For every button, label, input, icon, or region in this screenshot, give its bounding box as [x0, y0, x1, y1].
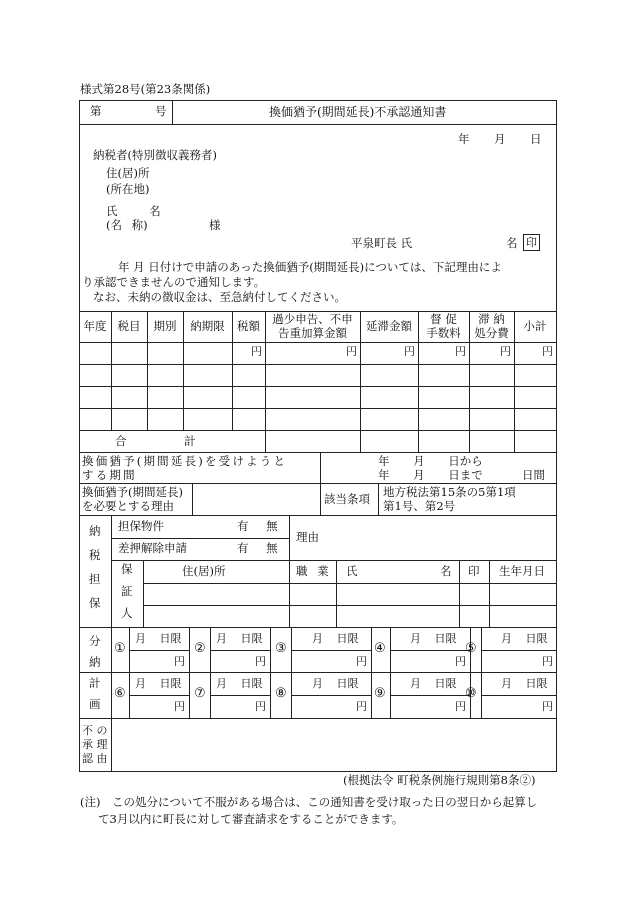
- period-to: 年 月 日まで: [378, 468, 483, 482]
- body-line-2: り承認できませんので通知します。: [82, 275, 266, 289]
- address-alt-label: (所在地): [106, 182, 150, 196]
- name-alt-label: (名 称): [106, 218, 148, 232]
- issuer-name-char: 名: [506, 236, 518, 250]
- taxpayer-label: 納税者(特別徴収義務者): [93, 148, 217, 162]
- body-line-3: なお、未納の徴収金は、至急納付してください。: [93, 290, 346, 304]
- seizure-release-request: 差押解除申請: [118, 541, 187, 555]
- number-suffix: 号: [155, 104, 167, 118]
- reason-label-2: を必要とする理由: [82, 499, 174, 513]
- note-line-1: この処分について不服がある場合は、この通知書を受け取った日の翌日から起算し: [112, 795, 538, 809]
- note-prefix: (注): [80, 795, 101, 809]
- seal-box: 印: [523, 234, 540, 251]
- document-title: 換価猶予(期間延長)不承認通知書: [269, 105, 447, 119]
- clause-label: 該当条項: [324, 492, 370, 506]
- issuer-title: 平泉町長 氏: [351, 236, 413, 250]
- collateral-yes-no-1: 有 無: [237, 519, 278, 533]
- period-days: 日間: [522, 468, 545, 482]
- collateral-yes-no-2: 有 無: [237, 541, 278, 555]
- period-label-1: 換価猶予(期間延長)を受けようと: [82, 454, 288, 468]
- collateral-reason-label: 理由: [296, 530, 319, 544]
- address-label: 住(居)所: [106, 166, 150, 180]
- honorific: 様: [209, 218, 221, 232]
- clause-line-2: 第1号、第2号: [383, 499, 456, 513]
- note-line-2: て3月以内に町長に対して審査請求をすることができます。: [98, 812, 404, 826]
- body-line-1: 年 月 日付けで申請のあった換価猶予(期間延長)については、下記理由によ: [118, 260, 502, 274]
- number-prefix: 第: [90, 104, 102, 118]
- collateral-item: 担保物件: [118, 519, 164, 533]
- form-number: 様式第28号(第23条関係): [80, 82, 211, 96]
- reason-label-1: 換価猶予(期間延長): [82, 485, 183, 499]
- clause-line-1: 地方税法第15条の5第1項: [383, 485, 516, 499]
- period-from: 年 月 日から: [378, 454, 483, 468]
- name-label: 氏 名: [106, 204, 161, 218]
- total-label: 合 計: [115, 434, 196, 448]
- legal-basis: (根拠法令 町税条例施行規則第8条②): [343, 773, 536, 787]
- period-label-2: する期間: [82, 468, 137, 482]
